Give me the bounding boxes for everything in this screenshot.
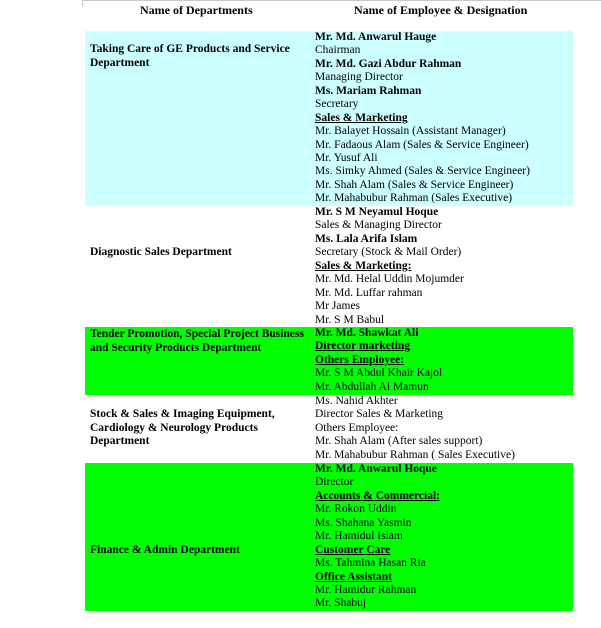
employee-line: Ms. Simky Ahmed (Sales & Service Engineer)	[315, 165, 530, 178]
employee-line: Accounts & Commercial:	[315, 489, 440, 502]
table-left-border	[82, 0, 83, 6]
employee-line: Mr. Md. Anwarul Hoque	[315, 463, 437, 475]
employee-line: Mr. Abdullah Al Mamun	[315, 380, 429, 393]
employee-line: Mr. Mahabubur Rahman ( Sales Executive)	[315, 448, 515, 461]
employee-line: Mr. Balayet Hossain (Assistant Manager)	[315, 125, 506, 138]
employee-line: Sales & Marketing	[315, 111, 408, 124]
employee-line: Mr. Mahabubur Rahman (Sales Executive)	[315, 192, 513, 205]
employee-list-ge-products	[315, 31, 573, 206]
employee-line: Mr. Md. Shawkat Ali	[315, 327, 419, 339]
department-name-imaging: Stock & Sales & Imaging Equipment, Cardiology & Neurology Products Department	[90, 408, 275, 447]
employee-list-diagnostic	[315, 206, 573, 327]
employee-line: Mr. Md. Gazi Abdur Rahman	[315, 57, 462, 70]
header-department: Name of Departments	[140, 3, 253, 17]
department-name-tender-promotion: Tender Promotion, Special Project Business and Security Products Department	[90, 328, 304, 354]
employee-line: Mr. Hamidur Rahman	[315, 583, 417, 596]
employee-line: Director marketing	[315, 340, 411, 353]
employee-line: Secretary (Stock & Mail Order)	[315, 246, 462, 259]
employee-line: Office Assistant	[315, 570, 392, 583]
department-name-ge-products: Taking Care of GE Products and Service Department	[90, 43, 290, 69]
employee-line: Ms. Shahana Yasmin	[315, 516, 412, 529]
employee-line: Mr. Hamidul Islam	[315, 530, 403, 543]
employee-line: Mr. S M Abdul Khair Kajol	[315, 367, 443, 380]
employee-list-tender-promotion	[315, 327, 573, 394]
employee-line: Others Employee:	[315, 421, 399, 434]
employee-line: Ms. Nahid Akhter	[315, 395, 398, 407]
employee-line: Mr. Yusuf Ali	[315, 151, 378, 164]
employee-line: Sales & Marketing:	[315, 259, 412, 272]
employee-line: Ms. Tahmina Hasan Ria	[315, 557, 426, 570]
employee-line: Mr. Md. Luffar rahman	[315, 286, 423, 299]
employee-line: Mr. S M Babul	[315, 313, 385, 326]
employee-list-imaging	[315, 395, 573, 462]
employee-line: Mr. Rokon Uddin	[315, 503, 397, 516]
department-name-finance-admin: Finance & Admin Department	[90, 544, 240, 556]
employee-line: Mr. Md. Helal Uddin Mojumder	[315, 273, 464, 286]
employee-line: Mr. S M Neyamul Hoque	[315, 206, 439, 218]
employee-line: Mr. Shabuj	[315, 597, 367, 610]
employee-line: Mr. Shah Alam (After sales support)	[315, 435, 483, 448]
employee-line: Mr. Shah Alam (Sales & Service Engineer)	[315, 178, 514, 191]
employee-line: Chairman	[315, 44, 361, 57]
employee-line: Ms. Mariam Rahman	[315, 84, 422, 97]
employee-line: Director Sales & Marketing	[315, 408, 444, 421]
employee-line: Secretary	[315, 98, 359, 111]
employee-line: Others Employee:	[315, 353, 405, 366]
department-name-diagnostic: Diagnostic Sales Department	[90, 246, 232, 258]
header-employee: Name of Employee & Designation	[354, 3, 528, 17]
table-top-border	[82, 0, 601, 1]
employee-line: Mr. Md. Anwarul Hauge	[315, 31, 437, 43]
employee-line: Customer Care	[315, 543, 391, 556]
employee-line: Mr James	[315, 300, 361, 313]
employee-line: Mr. Fadaous Alam (Sales & Service Engineer)	[315, 138, 529, 151]
employee-line: Managing Director	[315, 71, 403, 84]
employee-line: Sales & Managing Director	[315, 219, 442, 232]
employee-list-finance-admin	[315, 463, 573, 611]
employee-line: Ms. Lala Arifa Islam	[315, 232, 418, 245]
employee-line: Director	[315, 476, 354, 489]
